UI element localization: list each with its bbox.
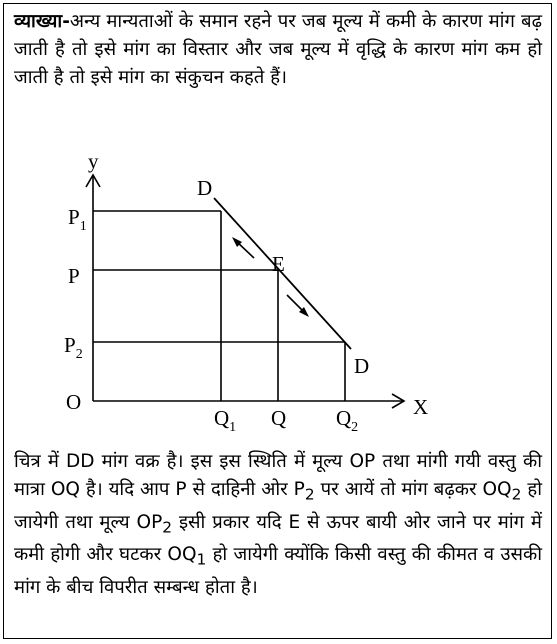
x-axis-label: X (413, 395, 429, 419)
y-axis-label: y (88, 149, 99, 173)
p1-label: $P_1$ (68, 205, 87, 234)
description-paragraph: चित्र में DD मांग वक्र है। इस इस स्थिति में मूल्य OP तथा मांगी गयी वस्तु की मात्रा OQ है। यदि आप P से दाहिनी ओर $P_2$ पर आयें तो मांग बढ़कर $OQ_2$ हो जायेगी तथा मूल्य $OP_2$ इसी प्रकार यदि E से ऊपर बायी ओर जाने पर मांग में कमी होगी और घटकर $OQ_1$ हो जायेगी क्योंकि किसी वस्तु की कीमत व उसकी मांग के बीच विपरीत सम्बन्ध होता है। (14, 451, 542, 599)
explanation-heading: व्याख्या- (14, 11, 70, 32)
p2-label: $P_2$ (64, 333, 83, 362)
explanation-text: अन्य मान्यताओं के समान रहने पर जब मूल्य में कमी के कारण मांग बढ़ जाती है तो इसे मांग का विस्तार और जब मूल्य में वृद्धि के कारण मांग कम हो जाती है तो इसे मांग का संकुचन कहते हैं। (14, 11, 542, 88)
p-label: P (68, 264, 80, 288)
q-label: Q (271, 406, 287, 430)
q2-label: $Q_2$ (336, 406, 359, 435)
origin-label: O (66, 390, 82, 414)
point-e-label: E (272, 252, 285, 276)
curve-start-label: D (197, 176, 213, 200)
q1-label: $Q_1$ (214, 406, 237, 435)
curve-end-label: D (354, 354, 370, 378)
